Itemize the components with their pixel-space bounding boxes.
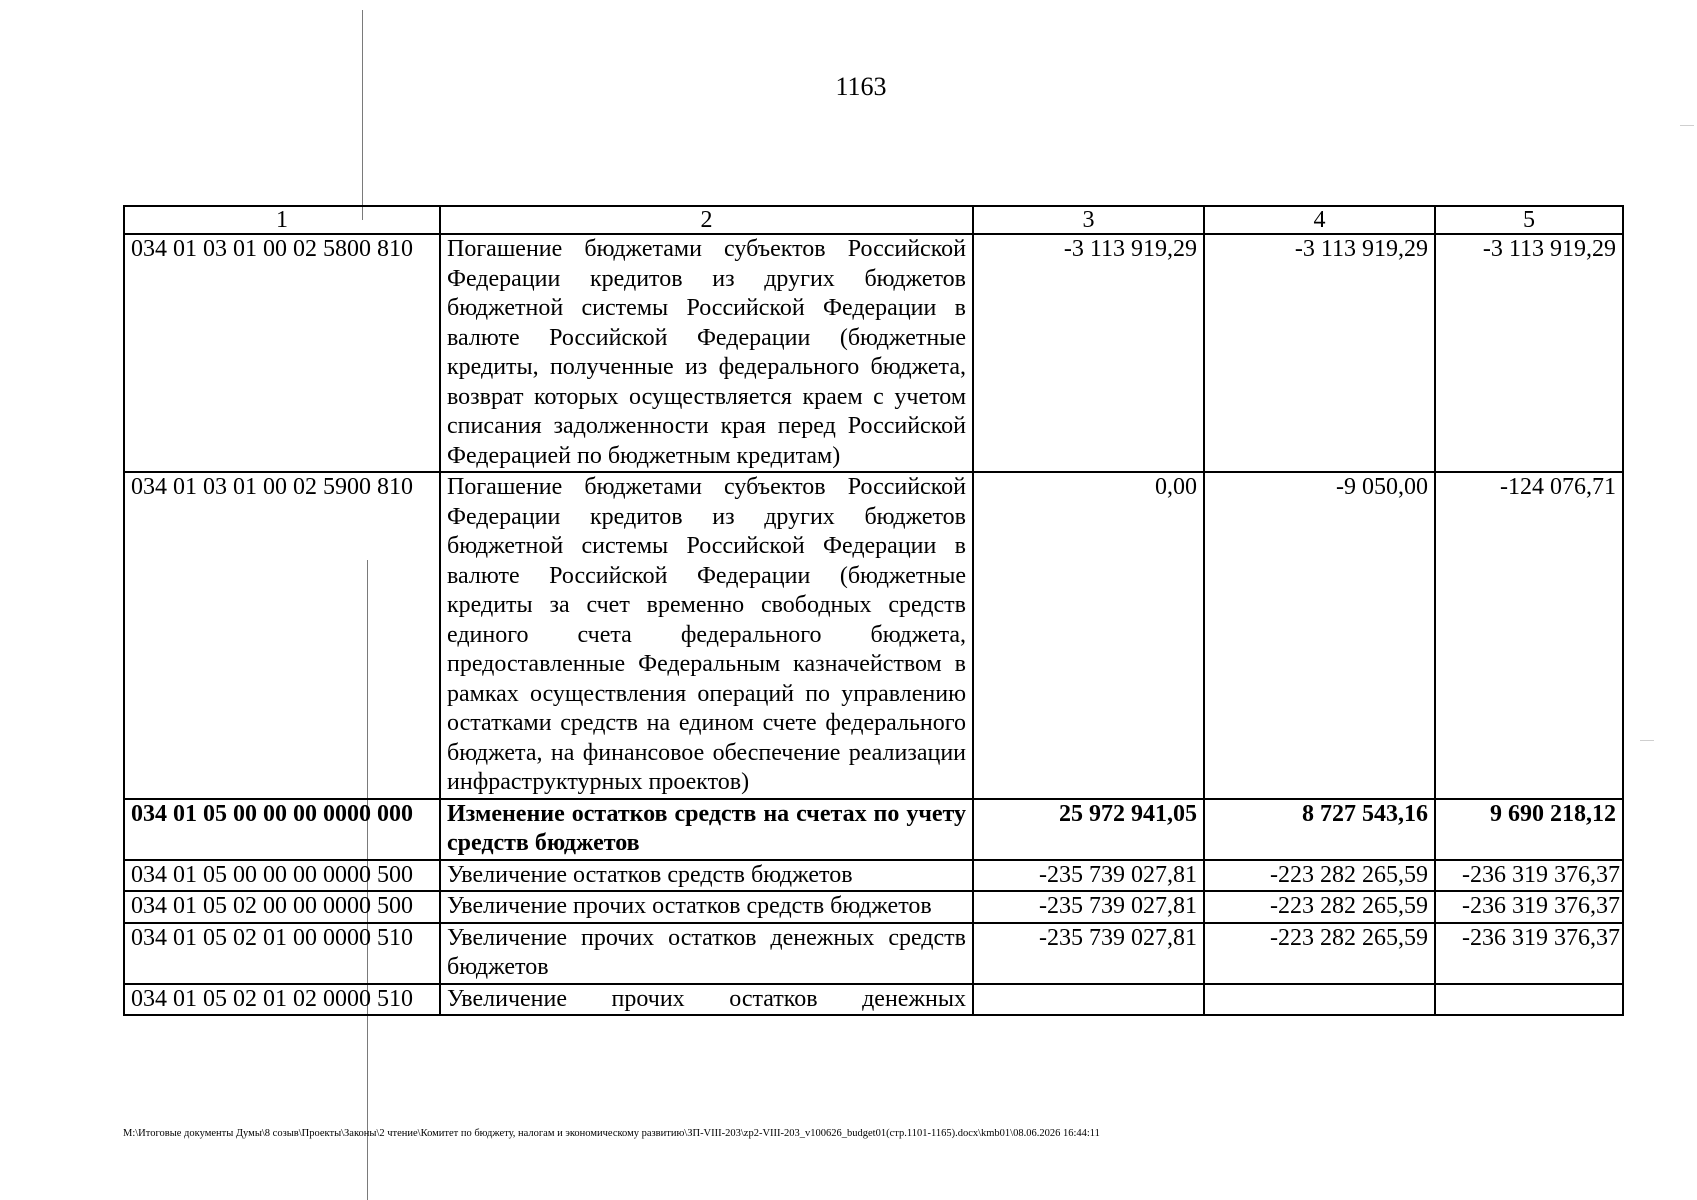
amount-cell: -3 113 919,29 <box>1204 234 1435 472</box>
item-name-cell: Погашение бюджетами субъектов Российской Федерации кредитов из других бюджетов бюджетной системы Российской Федерации в валюте Российской Федерации (бюджетные кредиты за счет временно свободных средств единого счета федерального бюджета, предоставленные Федеральным казначейством в рамках осуществления операций по управлению остатками средств на едином счете федерального бюджета, на финансовое обеспечение реализации инфраструктурных проектов) <box>440 472 973 799</box>
budget-code-cell: 034 01 03 01 00 02 5800 810 <box>124 234 440 472</box>
table-row <box>124 923 1623 984</box>
amount-cell: 0,00 <box>973 472 1204 799</box>
document-file-path: М:\Итоговые документы Думы\8 созыв\Проекты\Законы\2 чтение\Комитет по бюджету, налогам и экономическому развитию\ЗП-VIII-203\zp2-VIII-203_v100626_budget01(стр.1101-1165).docx\kmb01\08.06.2026 16:44:11 <box>123 1128 1100 1139</box>
budget-code-cell: 034 01 05 02 01 00 0000 510 <box>124 923 440 984</box>
table-row <box>124 472 1623 799</box>
table-row-total <box>124 799 1623 860</box>
budget-code-cell: 034 01 05 02 00 00 0000 500 <box>124 891 440 923</box>
budget-code-cell: 034 01 05 00 00 00 0000 000 <box>124 799 440 860</box>
scan-artifact-line <box>362 10 363 220</box>
amount-cell <box>1435 984 1623 1016</box>
amount-cell: 25 972 941,05 <box>973 799 1204 860</box>
column-header: 2 <box>440 206 973 234</box>
margin-mark <box>1680 125 1694 126</box>
amount-cell: -9 050,00 <box>1204 472 1435 799</box>
table-row <box>124 860 1623 892</box>
table-row <box>124 234 1623 472</box>
amount-cell: -235 739 027,81 <box>973 923 1204 984</box>
item-name-cell: Изменение остатков средств на счетах по учету средств бюджетов <box>440 799 973 860</box>
item-name-cell: Увеличение остатков средств бюджетов <box>440 860 973 892</box>
amount-cell: -223 282 265,59 <box>1204 891 1435 923</box>
amount-cell: -235 739 027,81 <box>973 891 1204 923</box>
amount-cell: -124 076,71 <box>1435 472 1623 799</box>
amount-cell <box>973 984 1204 1016</box>
margin-mark <box>1640 740 1654 741</box>
table-row <box>124 891 1623 923</box>
amount-cell <box>1204 984 1435 1016</box>
table-row <box>124 984 1623 1016</box>
amount-cell: 8 727 543,16 <box>1204 799 1435 860</box>
amount-cell: -3 113 919,29 <box>1435 234 1623 472</box>
amount-cell: -235 739 027,81 <box>973 860 1204 892</box>
amount-cell: 9 690 218,12 <box>1435 799 1623 860</box>
budget-code-cell: 034 01 03 01 00 02 5900 810 <box>124 472 440 799</box>
budget-code-cell: 034 01 05 02 01 02 0000 510 <box>124 984 440 1016</box>
amount-cell: -236 319 376,37 <box>1435 923 1623 984</box>
item-name-cell: Увеличение прочих остатков денежных средств бюджетов <box>440 923 973 984</box>
amount-cell: -236 319 376,37 <box>1435 860 1623 892</box>
budget-code-cell: 034 01 05 00 00 00 0000 500 <box>124 860 440 892</box>
amount-cell: -3 113 919,29 <box>973 234 1204 472</box>
budget-sources-table <box>123 205 1624 1016</box>
amount-cell: -223 282 265,59 <box>1204 860 1435 892</box>
item-name-cell: Погашение бюджетами субъектов Российской Федерации кредитов из других бюджетов бюджетной системы Российской Федерации в валюте Российской Федерации (бюджетные кредиты, полученные из федерального бюджета, возврат которых осуществляется краем с учетом списания задолженности края перед Российской Федерацией по бюджетным кредитам) <box>440 234 973 472</box>
item-name-cell: Увеличение прочих остатков средств бюджетов <box>440 891 973 923</box>
amount-cell: -236 319 376,37 <box>1435 891 1623 923</box>
item-name-cell: Увеличение прочих остатков денежных <box>440 984 973 1016</box>
column-number-row <box>124 206 1623 234</box>
column-header: 4 <box>1204 206 1435 234</box>
column-header: 5 <box>1435 206 1623 234</box>
amount-cell: -223 282 265,59 <box>1204 923 1435 984</box>
page-number: 1163 <box>835 72 887 101</box>
column-header: 1 <box>124 206 440 234</box>
column-header: 3 <box>973 206 1204 234</box>
